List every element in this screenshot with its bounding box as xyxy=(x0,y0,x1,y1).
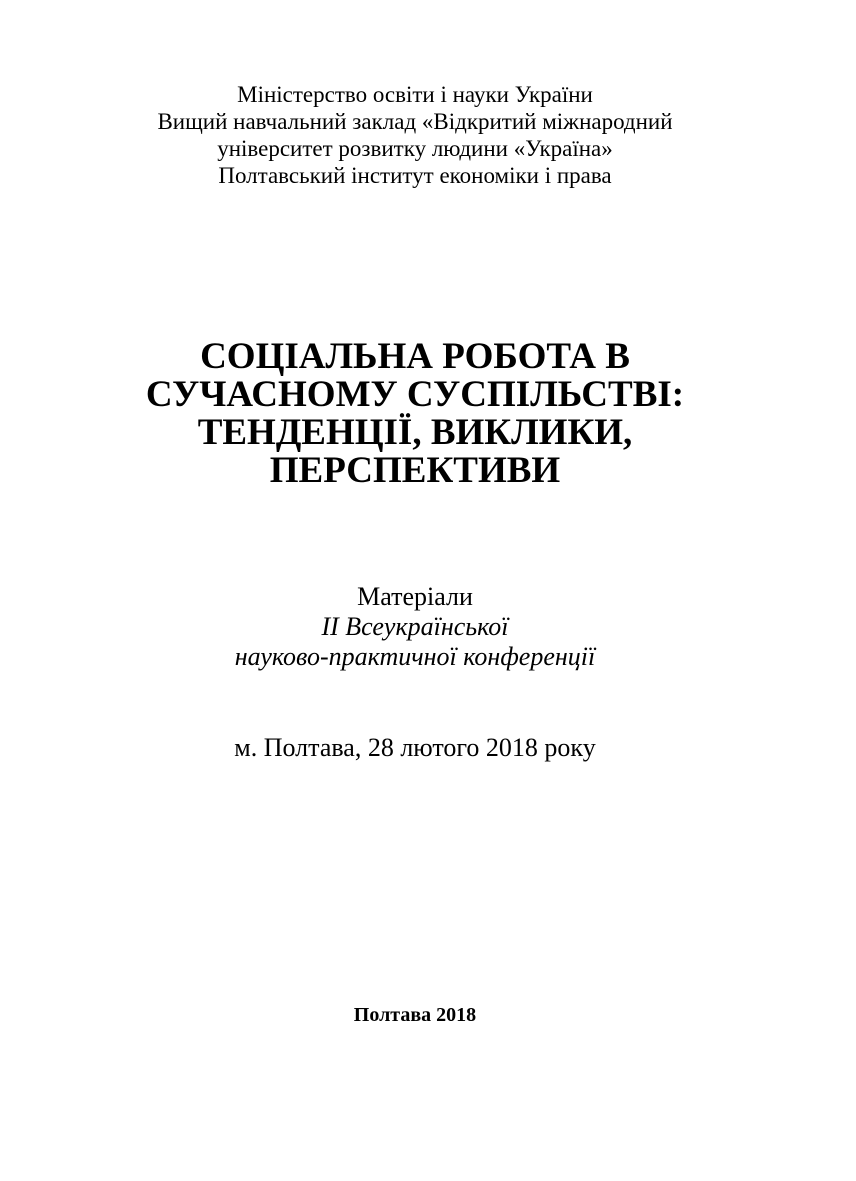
institution-header xyxy=(0,81,830,189)
conference-line-2: науково-практичної конференції xyxy=(234,642,596,671)
place-date xyxy=(0,733,830,763)
materials-label: Матеріали xyxy=(357,582,473,611)
title-line-3: ТЕНДЕНЦІЇ, ВИКЛИКИ, xyxy=(197,412,633,453)
place-date-line: м. Полтава, 28 лютого 2018 року xyxy=(234,733,596,762)
title-line-1: СОЦІАЛЬНА РОБОТА В xyxy=(200,336,630,377)
publication-city-year: Полтава 2018 xyxy=(353,1004,477,1026)
publication-footer xyxy=(0,1003,830,1027)
conference-line-1: ІІ Всеукраїнської xyxy=(321,612,509,641)
university-line-2: університет розвитку людини «Україна» xyxy=(217,136,613,161)
title-line-4: ПЕРСПЕКТИВИ xyxy=(269,450,561,491)
title-line-2: СУЧАСНОМУ СУСПІЛЬСТВІ: xyxy=(145,374,685,415)
document-title xyxy=(0,338,830,490)
institute-line: Полтавський інститут економіки і права xyxy=(218,163,612,188)
conference-materials xyxy=(0,582,830,672)
ministry-line: Міністерство освіти і науки України xyxy=(237,82,593,107)
university-line-1: Вищий навчальний заклад «Відкритий міжнародний xyxy=(157,109,673,134)
